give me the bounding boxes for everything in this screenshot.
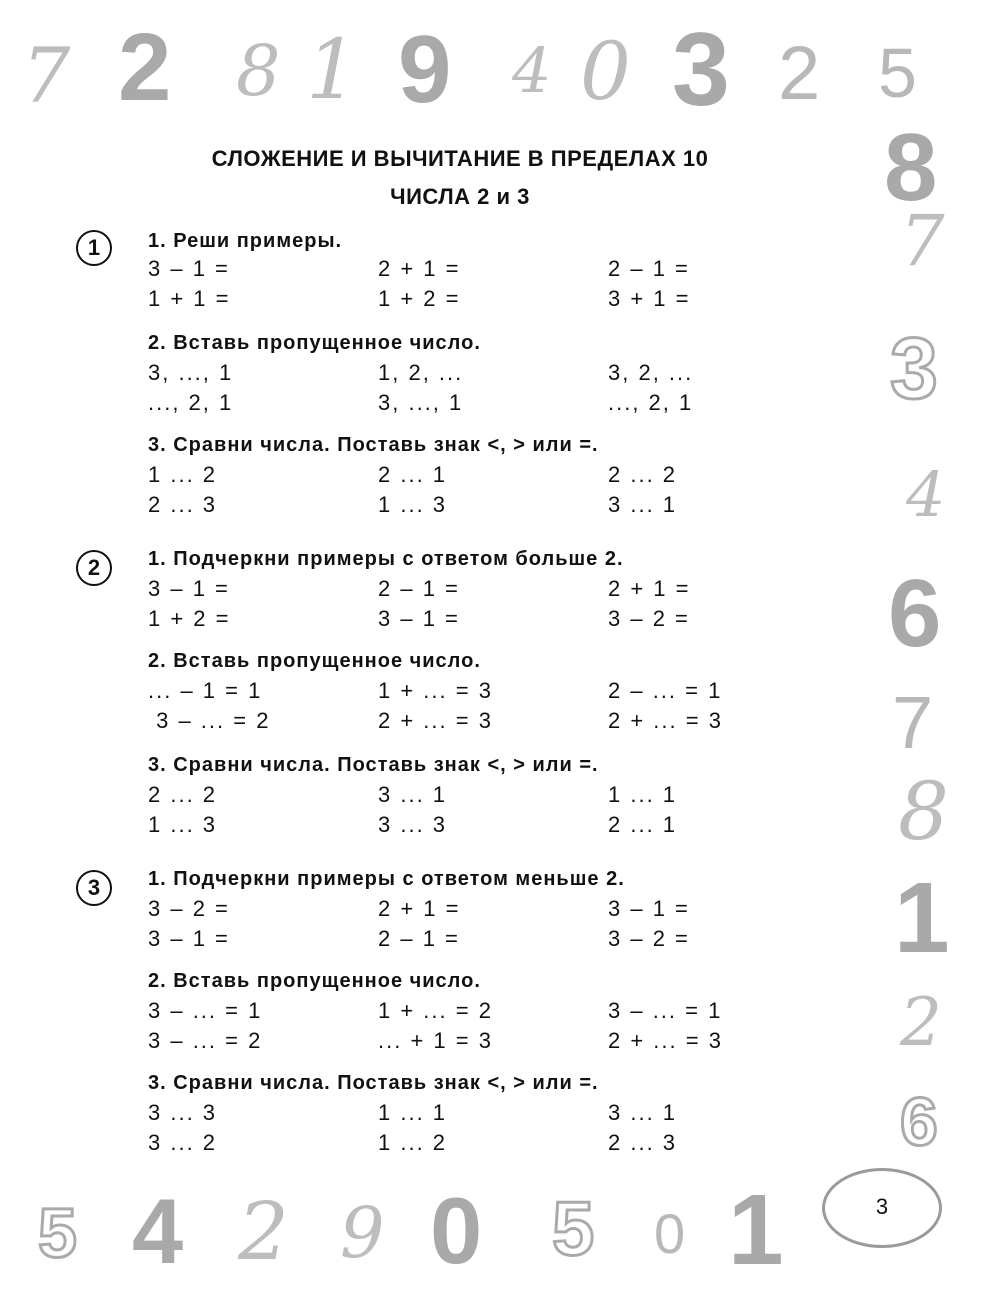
exercise-cell: 3 – 1 = (608, 896, 690, 921)
exercise-cell: ..., 2, 1 (608, 390, 694, 415)
deco-digit-5: 5 (552, 1187, 595, 1272)
exercise-cell: 2 – 1 = (378, 926, 460, 951)
deco-digit-8: 8 (884, 114, 938, 221)
exercise-cell: 3 ... 1 (378, 782, 448, 807)
task-heading: 3. Сравни числа. Поставь знак <, > или =. (148, 754, 599, 776)
exercise-cell: 1 ... 1 (378, 1100, 448, 1125)
exercise-cell: 2 + ... = 3 (608, 708, 723, 733)
deco-digit-8: 8 (898, 765, 949, 858)
exercise-cell: 3, ..., 1 (148, 360, 234, 385)
page-subtitle: ЧИСЛА 2 и 3 (390, 184, 530, 209)
exercise-cell: 2 + ... = 3 (378, 708, 493, 733)
deco-digit-4: 4 (906, 458, 946, 531)
exercise-cell: 1 ... 3 (378, 492, 448, 517)
deco-digit-7: 7 (22, 31, 71, 120)
exercise-cell: 1 ... 2 (148, 462, 218, 487)
exercise-cell: 2 + ... = 3 (608, 1028, 723, 1053)
deco-digit-6: 6 (888, 560, 942, 667)
deco-digit-0: 0 (654, 1202, 686, 1265)
exercise-cell: 2 ... 2 (148, 782, 218, 807)
exercise-cell: 3 + 1 = (608, 286, 691, 311)
exercise-cell: 2 ... 1 (378, 462, 448, 487)
deco-digit-2: 2 (118, 14, 172, 121)
section-number-badge: 1 (76, 230, 112, 266)
task-heading: 2. Вставь пропущенное число. (148, 332, 481, 354)
exercise-cell: 3 – 2 = (608, 606, 690, 631)
exercise-cell: 3 – ... = 2 (148, 1028, 263, 1053)
deco-digit-5: 5 (38, 1194, 77, 1272)
exercise-cell: 3 ... 1 (608, 1100, 678, 1125)
deco-digit-1: 1 (894, 862, 950, 974)
task-heading: 2. Вставь пропущенное число. (148, 650, 481, 672)
deco-digit-0: 0 (580, 25, 631, 118)
exercise-cell: 2 ... 3 (608, 1130, 678, 1155)
exercise-cell: 3 – 1 = (148, 576, 230, 601)
exercise-cell: 2 – ... = 1 (608, 678, 723, 703)
exercise-cell: 3 – 1 = (378, 606, 460, 631)
exercise-cell: 3 ... 3 (148, 1100, 218, 1125)
exercise-cell: 3 – 2 = (608, 926, 690, 951)
exercise-cell: 2 ... 3 (148, 492, 218, 517)
deco-digit-0: 0 (430, 1178, 483, 1283)
task-heading: 1. Подчеркни примеры с ответом больше 2. (148, 548, 624, 570)
exercise-cell: 3 – ... = 1 (148, 998, 263, 1023)
deco-digit-7: 7 (892, 681, 934, 764)
deco-digit-4: 4 (512, 34, 552, 107)
task-heading: 3. Сравни числа. Поставь знак <, > или =. (148, 1072, 599, 1094)
deco-digit-3: 3 (890, 321, 938, 417)
deco-digit-2: 2 (238, 1185, 289, 1278)
deco-digit-7: 7 (900, 200, 945, 282)
deco-digit-2: 2 (900, 984, 942, 1061)
exercise-cell: 3 ... 3 (378, 812, 448, 837)
page-number: 3 (875, 1194, 889, 1219)
exercise-cell: 2 + 1 = (378, 256, 461, 281)
exercise-cell: 2 – 1 = (378, 576, 460, 601)
exercise-cell: 2 ... 2 (608, 462, 678, 487)
exercise-cell: 1 ... 2 (378, 1130, 448, 1155)
deco-digit-2: 2 (778, 31, 821, 116)
exercise-cell: 3 – 1 = (148, 926, 230, 951)
deco-digit-5: 5 (878, 34, 917, 112)
exercise-cell: 3 – ... = 2 (148, 708, 271, 733)
task-heading: 1. Реши примеры. (148, 230, 343, 252)
exercise-cell: 3 – 2 = (148, 896, 230, 921)
task-heading: 3. Сравни числа. Поставь знак <, > или =. (148, 434, 599, 456)
exercise-cell: 2 + 1 = (378, 896, 461, 921)
page-title: СЛОЖЕНИЕ И ВЫЧИТАНИЕ В ПРЕДЕЛАХ 10 (211, 146, 709, 171)
section-number-badge: 2 (76, 550, 112, 586)
deco-digit-1: 1 (306, 23, 359, 118)
exercise-cell: 2 ... 1 (608, 812, 678, 837)
exercise-cell: ... + 1 = 3 (378, 1028, 493, 1053)
task-heading: 2. Вставь пропущенное число. (148, 970, 481, 992)
deco-digit-9: 9 (398, 16, 452, 123)
exercise-cell: 1 + 1 = (148, 286, 231, 311)
exercise-cell: 1 ... 3 (148, 812, 218, 837)
exercise-cell: 3, ..., 1 (378, 390, 464, 415)
exercise-cell: 1, 2, ... (378, 360, 464, 385)
exercise-cell: 3 ... 2 (148, 1130, 218, 1155)
section-number-badge: 3 (76, 870, 112, 906)
exercise-cell: 1 + 2 = (148, 606, 231, 631)
exercise-cell: 3 ... 1 (608, 492, 678, 517)
exercise-cell: 1 ... 1 (608, 782, 678, 807)
exercise-cell: ... – 1 = 1 (148, 678, 263, 703)
exercise-cell: 3 – ... = 1 (608, 998, 723, 1023)
exercise-cell: 2 + 1 = (608, 576, 691, 601)
deco-digit-1: 1 (728, 1174, 784, 1286)
deco-digit-3: 3 (672, 12, 730, 128)
exercise-cell: ..., 2, 1 (148, 390, 234, 415)
exercise-cell: 1 + 2 = (378, 286, 461, 311)
exercise-cell: 1 + ... = 2 (378, 998, 493, 1023)
deco-digit-4: 4 (132, 1181, 184, 1283)
exercise-cell: 3, 2, ... (608, 360, 694, 385)
exercise-cell: 2 – 1 = (608, 256, 690, 281)
task-heading: 1. Подчеркни примеры с ответом меньше 2. (148, 868, 625, 890)
deco-digit-8: 8 (236, 30, 281, 112)
exercise-cell: 1 + ... = 3 (378, 678, 493, 703)
deco-digit-6: 6 (900, 1084, 938, 1160)
exercise-cell: 3 – 1 = (148, 256, 230, 281)
deco-digit-9: 9 (340, 1192, 385, 1274)
